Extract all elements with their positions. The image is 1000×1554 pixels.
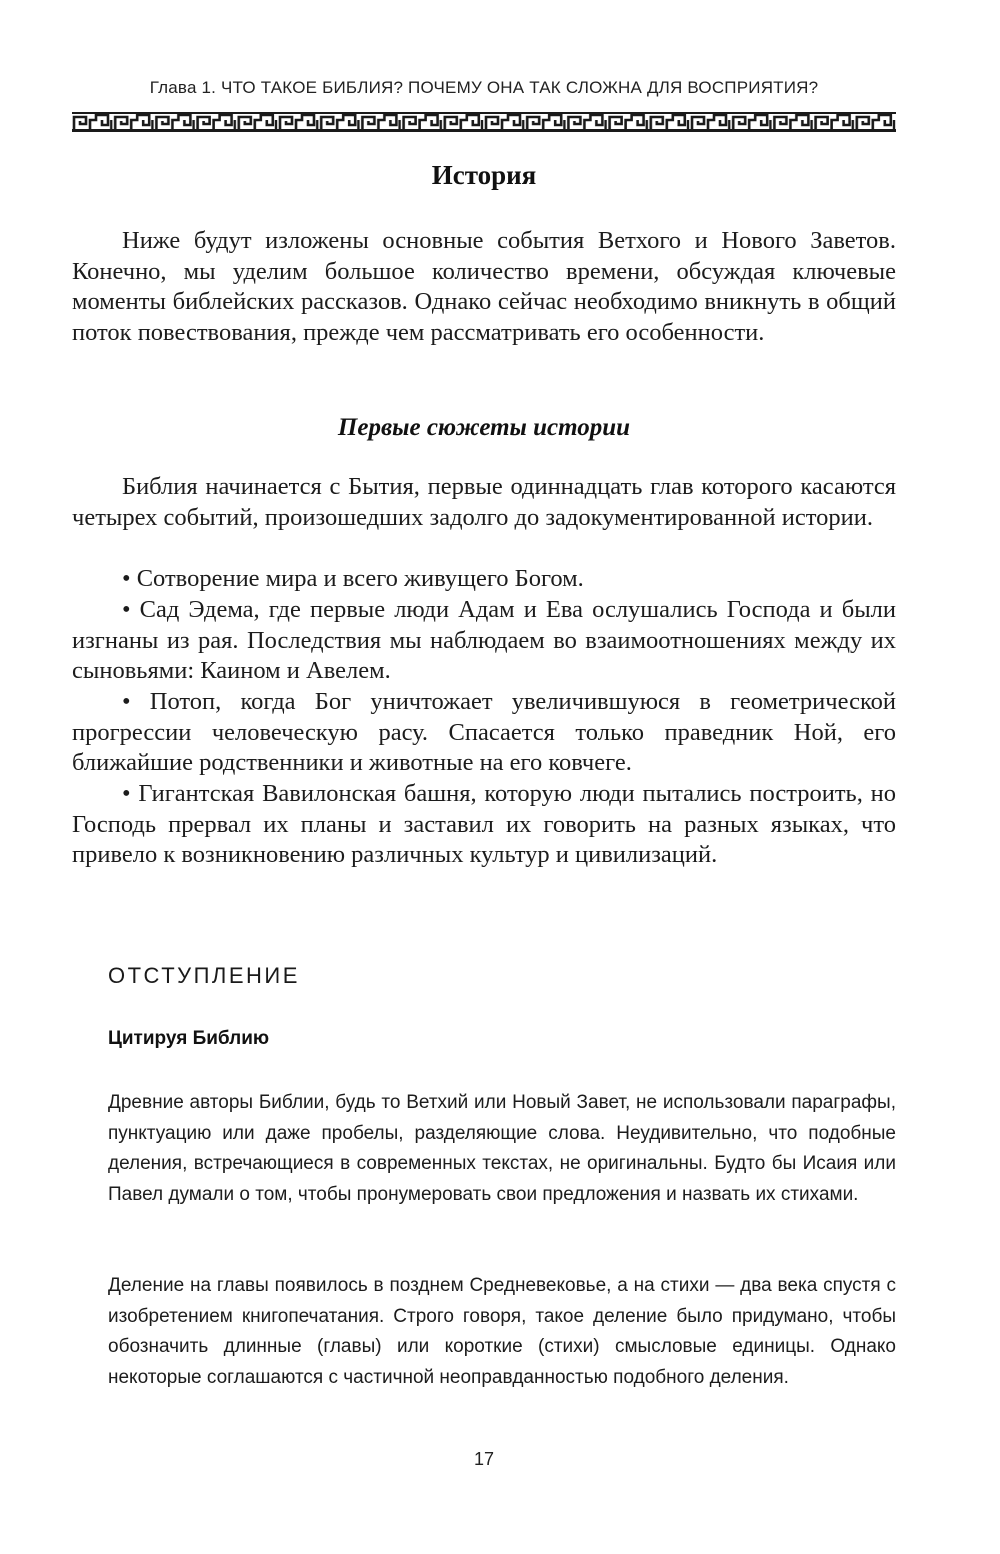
page-number: 17: [473, 1449, 495, 1469]
meander-ornament-icon: [72, 112, 896, 132]
bullet-item-eden: • Сад Эдема, где первые люди Адам и Ева ослушались Господа и были изгнаны из рая. Последствия мы наблюдаем во взаимоотношениях между их сыновьями: Каином и Авелем.: [72, 596, 896, 685]
bullet-item-creation: • Сотворение мира и всего живущего Богом.: [122, 565, 584, 592]
subsection-title-first-plots: Первые сюжеты истории: [337, 414, 631, 441]
digression-paragraph-2: Деление на главы появилось в позднем Средневековье, а на стихи — два века спустя с изобретением книгопечатания. Строго говоря, такое деление было придумано, чтобы обозначить длинные (главы) или короткие (стихи) смысловые единицы. Однако некоторые соглашаются с частичной неоправданностью подобного деления.: [108, 1275, 896, 1388]
digression-subtitle: Цитируя Библию: [108, 1028, 270, 1049]
digression-heading: ОТСТУПЛЕНИЕ: [108, 963, 300, 988]
history-intro-paragraph: Ниже будут изложены основные события Ветхого и Нового Заветов. Конечно, мы уделим большое количество времени, обсуждая ключевые моменты библейских рассказов. Однако сейчас необходимо вникнуть в общий поток повествования, прежде чем рассматривать его особенности.: [72, 227, 896, 346]
section-title-history: История: [431, 160, 537, 190]
bullet-item-babel: • Гигантская Вавилонская башня, которую люди пытались построить, но Господь прервал их планы и заставил их говорить на разных языках, что привело к возникновению различных культур и цивилизаций.: [72, 780, 896, 869]
bullet-item-flood: • Потоп, когда Бог уничтожает увеличившуюся в геометрической прогрессии человеческую расу. Спасается только праведник Ной, его ближайшие родственники и животные на его ковчеге.: [72, 688, 896, 777]
digression-paragraph-1: Древние авторы Библии, будь то Ветхий или Новый Завет, не использовали параграфы, пунктуацию или даже пробелы, разделяющие слова. Неудивительно, что подобные деления, встречающиеся в современных текстах, не оригинальны. Будто бы Исаия или Павел думали о том, чтобы пронумеровать свои предложения и назвать их стихами.: [108, 1092, 896, 1205]
first-plots-intro-paragraph: Библия начинается с Бытия, первые одиннадцать глав которого касаются четырех событий, произошедших задолго до задокументированной истории.: [72, 473, 896, 531]
running-head: Глава 1. ЧТО ТАКОЕ БИБЛИЯ? ПОЧЕМУ ОНА ТАК СЛОЖНА ДЛЯ ВОСПРИЯТИЯ?: [149, 78, 819, 97]
